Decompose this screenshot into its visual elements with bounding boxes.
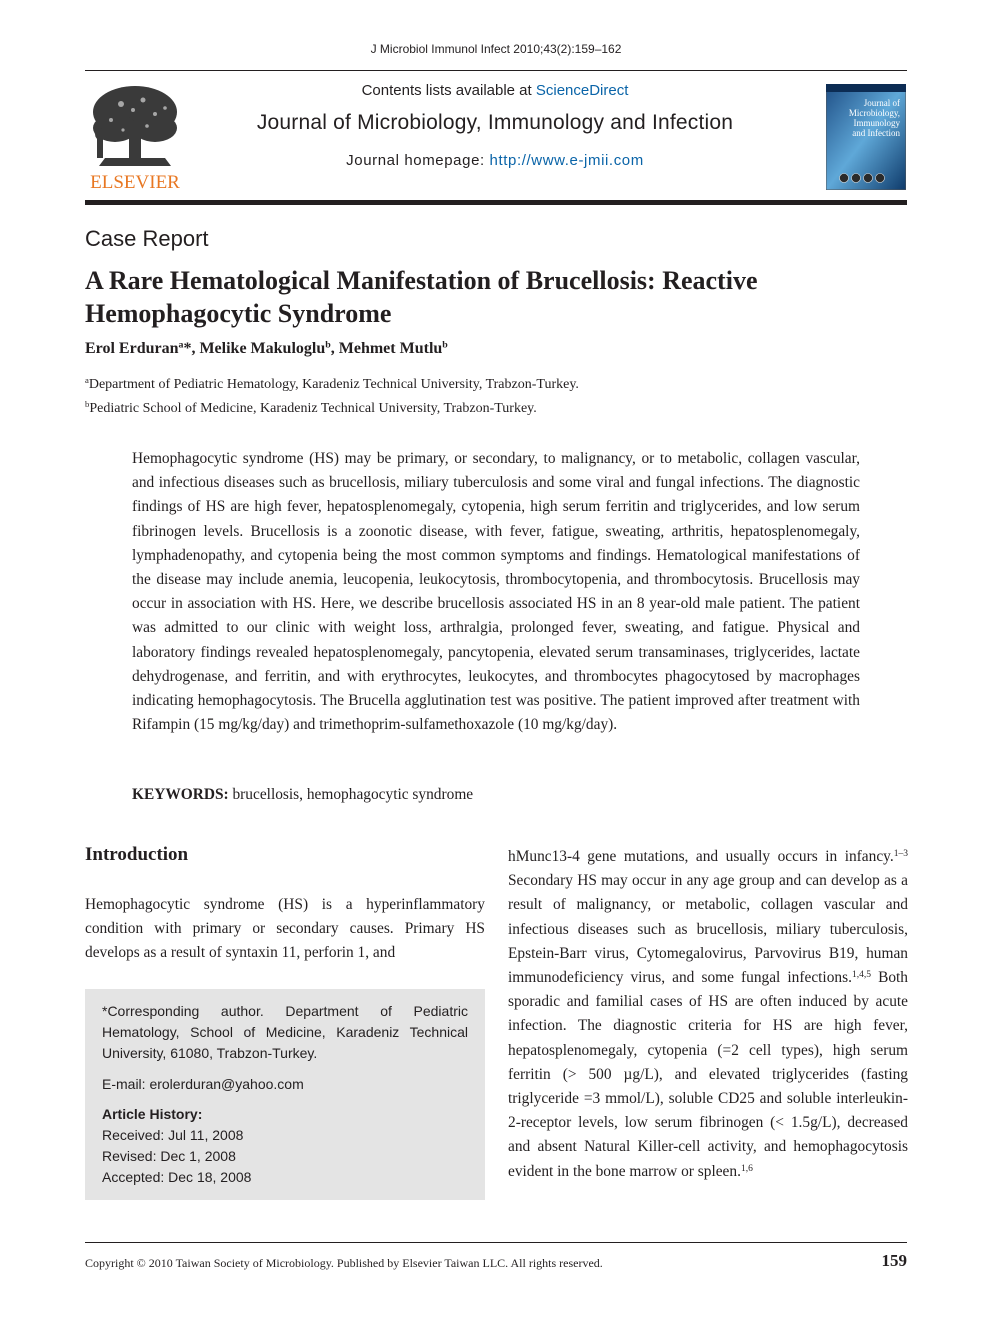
journal-homepage: Journal homepage: http://www.e-jmii.com bbox=[346, 152, 644, 169]
correspondence-box bbox=[85, 989, 485, 1200]
contents-availability: Contents lists available at ScienceDirect bbox=[361, 82, 629, 99]
journal-masthead bbox=[200, 78, 790, 169]
article-history-heading: Article History: bbox=[102, 1106, 203, 1122]
journal-citation: J Microbiol Immunol Infect 2010;43(2):159–162 bbox=[370, 42, 622, 56]
affiliation: $^b$Pediatric School of Medicine, Karadeniz Technical University, Trabzon-Turkey. bbox=[85, 399, 537, 416]
article-title: A Rare Hematological Manifestation of Brucellosis: Reactive Hemophagocytic Syndrome bbox=[85, 266, 758, 328]
citation-ref: 1–3 bbox=[893, 847, 908, 859]
citation-ref: 1,6 bbox=[740, 1162, 753, 1174]
article-type: Case Report bbox=[85, 226, 209, 251]
introduction-paragraph-column-1: Hemophagocytic syndrome (HS) is a hyperinflammatory condition with primary or secondary causes. Primary HS develops as a result of syntaxin 11, perforin 1, and bbox=[85, 896, 485, 962]
elsevier-tree-icon bbox=[85, 82, 185, 192]
copyright-notice: Copyright © 2010 Taiwan Society of Microbiology. Published by Elsevier Taiwan LLC. All rights reserved. bbox=[85, 1256, 603, 1270]
corresponding-author: *Corresponding author. Department of Pediatric Hematology, School of Medicine, Karadeniz Technical University, 61080, Trabzon-Turkey. bbox=[102, 1003, 468, 1061]
corresponding-email: E-mail: erolerduran@yahoo.com bbox=[102, 1076, 304, 1092]
journal-homepage-link[interactable]: http://www.e-jmii.com bbox=[489, 152, 644, 169]
introduction-heading: Introduction bbox=[85, 844, 189, 865]
citation-ref: 1,4,5 bbox=[851, 968, 871, 980]
author: Melike Makuloglu$^b$, bbox=[199, 339, 339, 357]
history-revised: Revised: Dec 1, 2008 bbox=[102, 1148, 236, 1164]
header-top-rule bbox=[85, 70, 907, 71]
header-thick-rule bbox=[85, 200, 907, 205]
keywords bbox=[132, 786, 473, 804]
author: Erol Erduran$^a$*, bbox=[85, 339, 200, 357]
introduction-paragraph-column-2: hMunc13-4 gene mutations, and usually occurs in infancy.$^{1-3}$ Secondary HS may occur in any age group and can develop as a result of malignancy, or metabolic, collagen vascular and infectious diseases such as brucellosis, miliary tuberculosis, Epstein-Barr virus, Cytomegalovirus, Parvovirus B19, human immunodeficiency virus, and some fungal infections.$^{1,4,5}$ Both sporadic and familial cases of HS are often induced by acute infection. The diagnostic criteria for HS are high fever, hepatosplenomegaly, cytopenia (=2 cell types), high serum ferritin (> 500 µg/L), and elevated triglycerides (fasting triglyceride =3 mmol/L), soluble CD25 and soluble interleukin-2-receptor levels, low serum fibrinogen (< 1.5g/L), decreased and absent Natural Killer-cell activity, and hemophagocytosis evident in the bone marrow or spleen.$^{1,6}$ bbox=[508, 847, 909, 1180]
journal-name: Journal of Microbiology, Immunology and Infection bbox=[256, 111, 734, 134]
abstract: Hemophagocytic syndrome (HS) may be primary, or secondary, to malignancy, or to metabolic, collagen vascular, and infectious diseases such as brucellosis, miliary tuberculosis and some viral and fungal infections. The diagnostic findings of HS are high fever, hepatosplenomegaly, cytopenia, high serum ferritin and triglycerides, and low serum fibrinogen levels. Brucellosis is a zoonotic disease, with fever, fatigue, sweating, arthritis, hepatosplenomegaly, lymphadenopathy, and cytopenia being the most common symptoms and findings. Hematological manifestations of the disease may include anemia, leucopenia, leukocytosis, thrombocytopenia, and thrombocytosis. Brucellosis may occur in association with HS. Here, we describe brucellosis associated HS in an 8 year-old male patient. The patient was admitted to our clinic with weight loss, arthralgia, prolonged fever, sweating, and fatigue. Physical and laboratory findings revealed hepatosplenomegaly, pancytopenia, elevated serum transaminases, triglycerides, lactate dehydrogenase, and ferritin, and with erythrocytes, leukocytes, and thrombocytes phagocytosed by macrophages indicating hemophagocytosis. The Brucella agglutination test was positive. The patient improved after treatment with Rifampin (15 mg/kg/day) and trimethoprim-sulfamethoxazole (10 mg/kg/day). bbox=[132, 450, 860, 734]
elsevier-logo bbox=[85, 82, 185, 192]
author: Mehmet Mutlu$^b$ bbox=[338, 339, 448, 357]
elsevier-wordmark: ELSEVIER bbox=[90, 172, 180, 192]
footer-rule bbox=[85, 1242, 907, 1243]
history-received: Received: Jul 11, 2008 bbox=[102, 1127, 244, 1143]
cover-title: Journal of Microbiology, Immunology and Infection bbox=[848, 98, 900, 138]
page-number: 159 bbox=[881, 1251, 907, 1270]
history-accepted: Accepted: Dec 18, 2008 bbox=[102, 1169, 252, 1185]
affiliation: $^a$Department of Pediatric Hematology, Karadeniz Technical University, Trabzon-Turkey. bbox=[85, 375, 579, 392]
sciencedirect-link[interactable]: ScienceDirect bbox=[535, 82, 629, 99]
keywords-label: KEYWORDS: bbox=[132, 786, 229, 803]
journal-cover-thumbnail bbox=[826, 84, 906, 190]
author-list bbox=[85, 340, 448, 358]
keywords-list: brucellosis, hemophagocytic syndrome bbox=[228, 786, 474, 803]
